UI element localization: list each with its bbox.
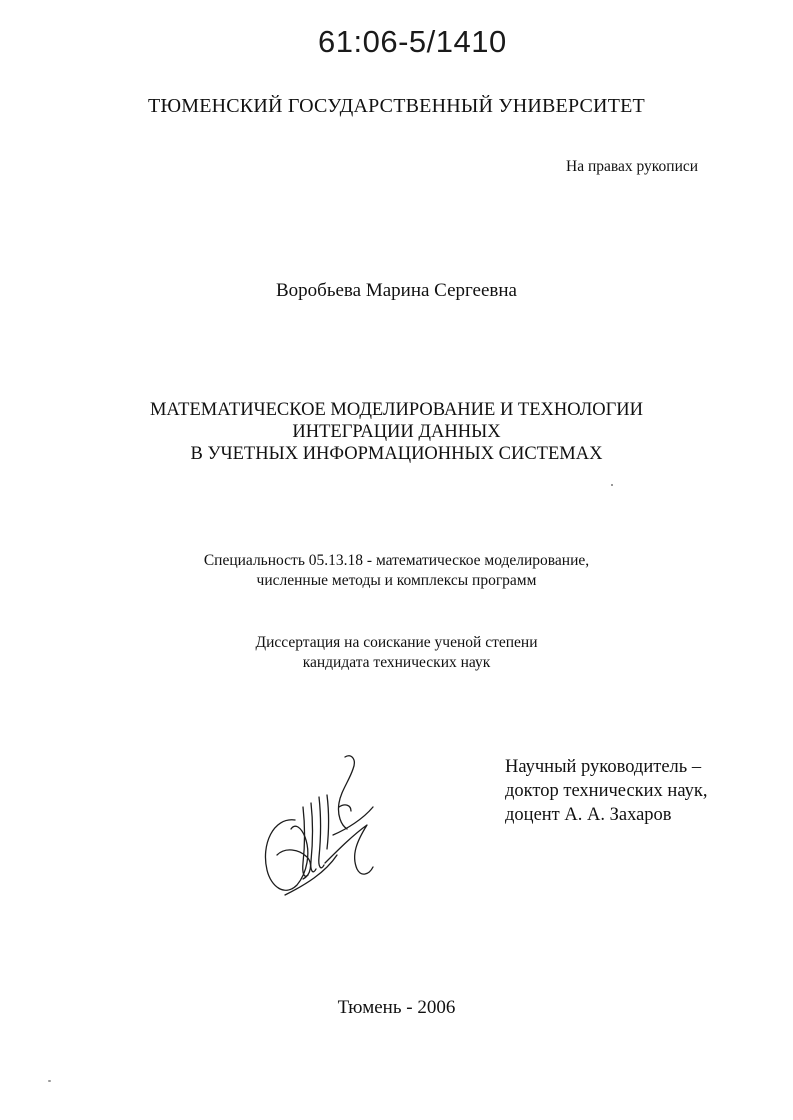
scan-speck [611,484,613,486]
author-name: Воробьева Марина Сергеевна [275,280,517,301]
supervisor-block [505,755,707,827]
city-year: Тюмень - 2006 [337,997,456,1018]
supervisor-line: доцент А. А. Захаров [505,805,672,825]
university-name: ТЮМЕНСКИЙ ГОСУДАРСТВЕННЫЙ УНИВЕРСИТЕТ [148,95,645,117]
dissertation-title [0,399,793,465]
degree-line: Диссертация на соискание ученой степени [255,634,538,651]
specialty-line: Специальность 05.13.18 - математическое моделирование, [203,552,590,569]
title-line: МАТЕМАТИЧЕСКОЕ МОДЕЛИРОВАНИЕ И ТЕХНОЛОГИИ [149,400,644,420]
specialty-block [0,551,793,591]
supervisor-line: доктор технических наук, [505,781,708,801]
degree-block [0,633,793,673]
handwritten-signature [255,745,390,905]
specialty-line: численные методы и комплексы программ [256,572,537,589]
degree-line: кандидата технических наук [302,654,491,671]
title-line: ИНТЕГРАЦИИ ДАННЫХ [292,422,501,442]
scan-speck [48,1080,51,1082]
supervisor-line: Научный руководитель – [505,757,702,777]
archive-code: 61:06-5/1410 [318,24,507,59]
rights-note: На правах рукописи [566,158,699,175]
title-line: В УЧЕТНЫХ ИНФОРМАЦИОННЫХ СИСТЕМАХ [190,444,603,464]
